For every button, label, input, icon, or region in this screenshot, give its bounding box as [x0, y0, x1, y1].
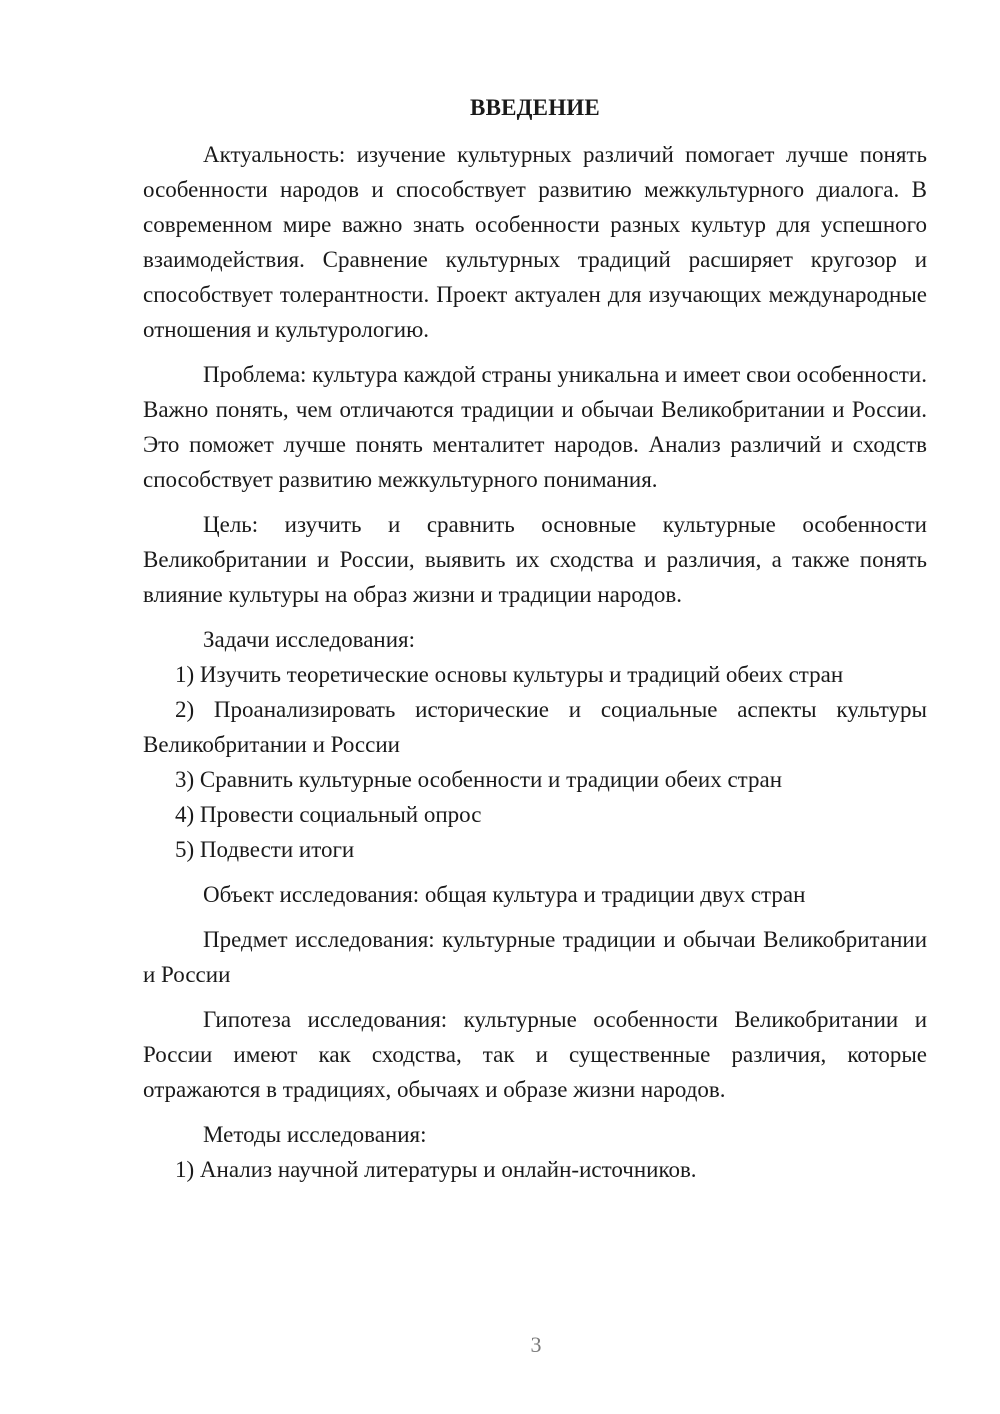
object-paragraph: Объект исследования: общая культура и традиции двух стран	[203, 882, 806, 907]
section-title: ВВЕДЕНИЕ	[470, 95, 600, 120]
hypothesis-paragraph: Гипотеза исследования: культурные особенности Великобритании и России имеют как сходства, так и существенные различия, которые отражаются в традициях, обычаях и образе жизни народов.	[143, 1007, 927, 1102]
methods-heading: Методы исследования:	[203, 1122, 427, 1147]
subject-paragraph: Предмет исследования: культурные традиции и обычаи Великобритании и России	[143, 927, 927, 987]
goal-paragraph: Цель: изучить и сравнить основные культурные особенности Великобритании и России, выявить их сходства и различия, а также понять влияние культуры на образ жизни и традиции народов.	[143, 512, 927, 607]
task-item-3: 3) Сравнить культурные особенности и традиции обеих стран	[175, 767, 783, 792]
relevance-paragraph: Актуальность: изучение культурных различий помогает лучше понять особенности народов и способствует развитию межкультурного диалога. В современном мире важно знать особенности разных культур для успешного взаимодействия. Сравнение культурных традиций расширяет кругозор и способствует толерантности. Проект актуален для изучающих международные отношения и культурологию.	[143, 142, 927, 342]
tasks-heading: Задачи исследования:	[203, 627, 416, 652]
document-page	[143, 90, 927, 1187]
task-item-5: 5) Подвести итоги	[175, 837, 355, 862]
page-number: 3	[530, 1332, 542, 1357]
method-item-1: 1) Анализ научной литературы и онлайн-источников.	[175, 1157, 697, 1182]
task-item-4: 4) Провести социальный опрос	[175, 802, 482, 827]
task-item-2: 2) Проанализировать исторические и социальные аспекты культуры Великобритании и России	[143, 697, 927, 757]
problem-paragraph: Проблема: культура каждой страны уникальна и имеет свои особенности. Важно понять, чем отличаются традиции и обычаи Великобритании и России. Это поможет лучше понять менталитет народов. Анализ различий и сходств способствует развитию межкультурного понимания.	[143, 362, 927, 492]
task-item-1: 1) Изучить теоретические основы культуры и традиций обеих стран	[175, 662, 844, 687]
